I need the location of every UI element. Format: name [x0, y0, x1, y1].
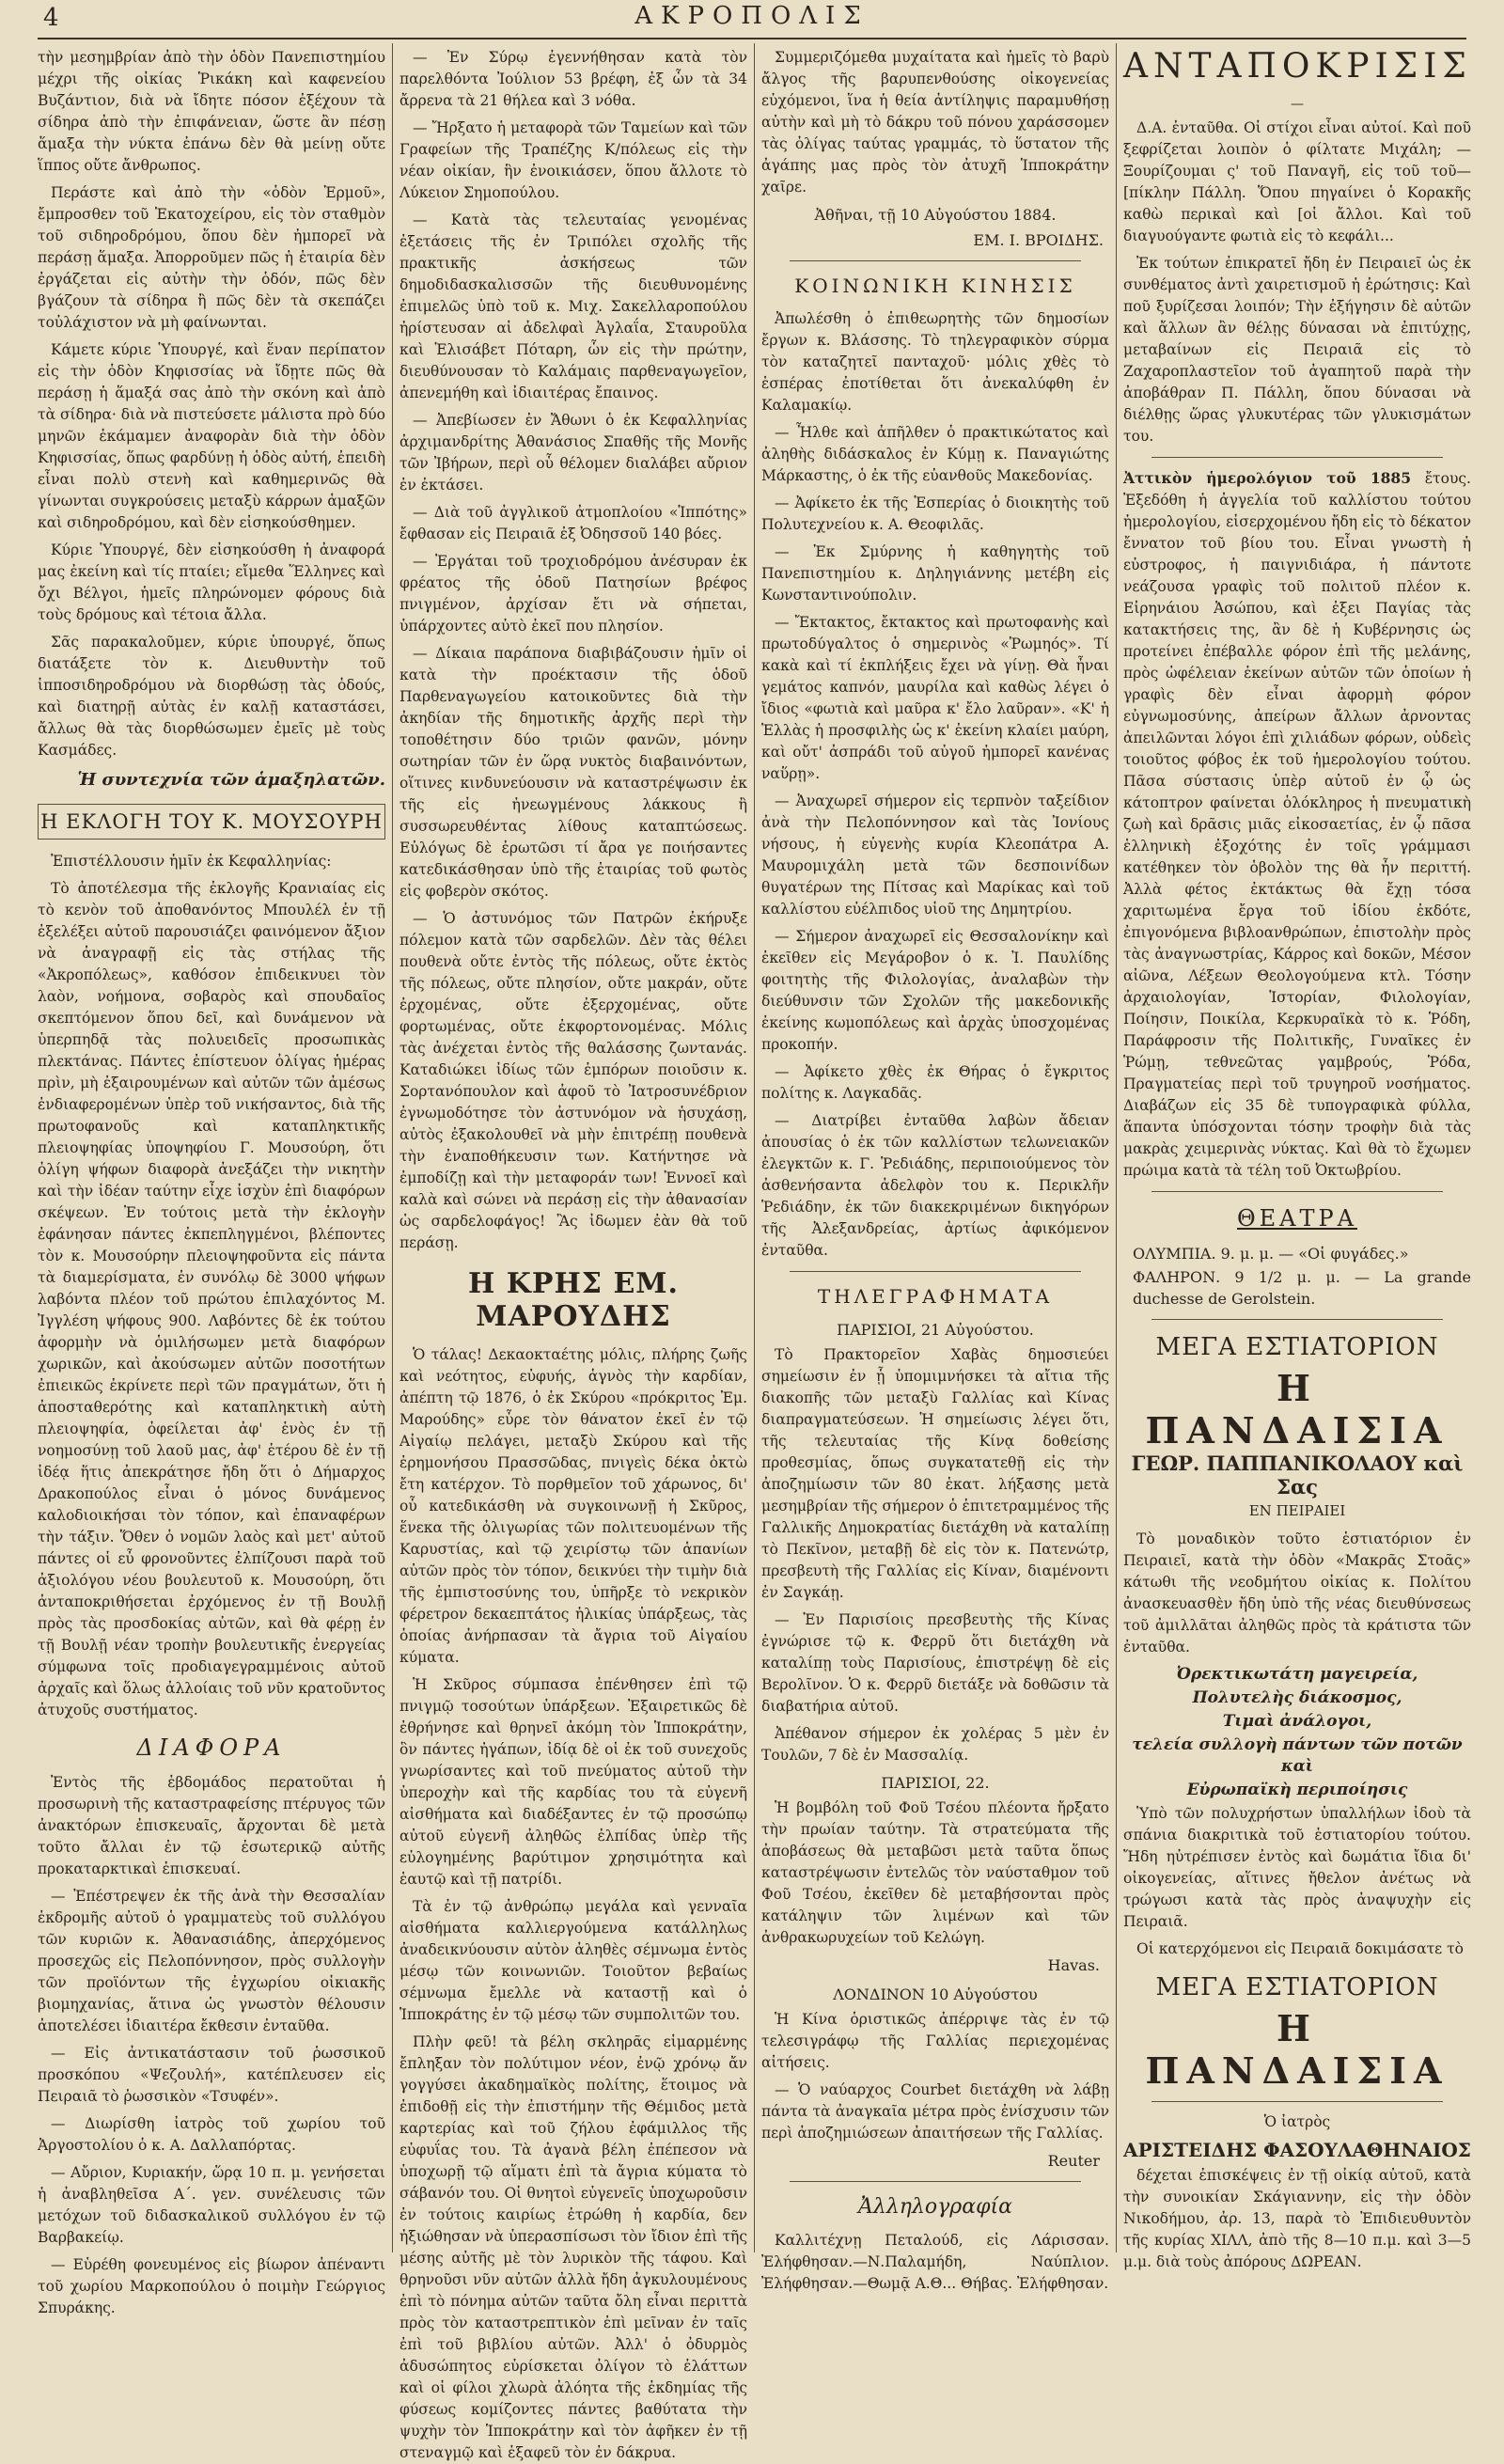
news-item: — Ἐργάται τοῦ τροχιοδρόμου ἀνέσυραν ἐκ φρέατος τῆς ὁδοῦ Πατησίων βρέφος πνιγμένον, ἀρχίσαν ἔτι νὰ σήπεται, ὑπάρχοντες αὐτὸ ἐκεῖ που πλησίον. — [400, 553, 747, 635]
news-item: — Δίκαια παράπονα διαβιβάζουσιν ἡμῖν οἱ κατὰ τὴν προέκτασιν τῆς ὁδοῦ Παρθεναγωγείου κατοικοῦντες διὰ τὴν ἀκηδίαν τῆς δημοτικῆς ἀρχῆς περὶ τὴν τοποθέτησιν δύο τριῶν φανῶν, μόνην σωτηρίαν τῶν ἐν ὥρᾳ νυκτὸς διαβαινόντων, οἵτινες κινδυνεύουσιν νὰ καταστρέψωσιν ἐκ τῆς εἰς ἠνεωγμένους λάκκους ἢ συσσωρευθέντας λίθους καταπτώσεως. Εὐλόγως δὲ ἐρωτῶσι τί ἄρα γε ποιήσαντες κατεδικάσθησαν ὑπὸ τῆς ἑταιρίας τοῦ φωτὸς εἰς φοβερὸν σκότος. — [400, 645, 747, 900]
article-paragraph: ἔτους. Ἐξεδόθη ἡ ἀγγελία τοῦ καλλίστου τούτου ἡμερολογίου, εἰσερχομένου ἤδη εἰς τὸ δέκατον ἔννατον τοῦ βίου του. Εἶναι γνωστὴ ἡ εὐστροφος, ἡ παιγνιδιάρα, ἡ πάντοτε νεάζουσα γραφὶς τοῦ πολιτοῦ πλέον κ. Εἰρηνάιου Ἀσώπου, καὶ ἐξει Παγίας τὰς κατακτήσεις της, ἂν δὲ ἡ Κυβέρνησις ὡς προτείνει ἐπέβαλλε φόρον ἐπὶ τῆς μελάνης, πρὸς ὠφέλειαν ἐκείνων αὐτῶν τῶν ὁποίων ἡ γραφὶς δὲν εἶναι ἀφορμὴ φόρον εὐγνωμοσύνης, ἀπείρων ἄλλων ἀρνοντας ἀπειλῶνται λόγοι ἐπὶ χιλιάδων φόρων, οὐδεὶς τοιοῦτος φόβος ἐκ τοῦ ἡμερολογίου τούτου. Πᾶσα σύστασις ὑπὲρ αὐτοῦ ἐν ᾧ ὡς κάτοπτρον φαίνεται ὁλόκληρος ἡ πνευματικὴ ζωὴ καὶ δρᾶσις μιᾶς εἰκοσαετίας, ἐν ᾧ πᾶσα ἑλληνικὴ ἐξοχότης ἐν τοῖς γράμμασι κατέθηκεν τὸν ὁβολὸν της θὰ ἦν περιττή. Ἀλλὰ φέτος ἐκτάκτως θὰ ἔχῃ τόσα χαριτωμένα ἔργα τοῦ ἰδίου ἐκδότε, ἐπιγονόμενα βιβλοανθρώπων, ἐπιστολὴν πρὸς τὰς ἀναγνωστρίας, Κάρρος καὶ δοκῶν, Μέσον αἰῶνα, Λέξεων Θεολογούμενα κτλ. Τόσην ἀρχαιολογίαν, Ἱστορίαν, Φιλολογίαν, Ποίησιν, Ποικίλα, Κερκυραϊκὰ τὸ κ. Ῥόδη, Παράφροσιν τῆς Πολιτικῆς, Γυναῖκες ἐν Ῥώμῃ, τεθνεῶτας γαμβρούς, Ῥόδα, Πραγματείας περὶ τοῦ τρυγηροῦ νοσήματος. Διαβάζων εἰς 35 δὲ τυπογραφικὰ φύλλα, ἅπαντα ὑπόσχονται τόσην τροφὴν διὰ τὰς μακρὰς χειμερινὰς νύκτας. Καὶ θὰ τὸ ἔχωμεν πρώιμα κατὰ τὰ τέλη τοῦ Ὀκτωβρίου. — [1123, 470, 1471, 1179]
news-item: — Εὑρέθη φονευμένος εἰς βίωρον ἀπέναντι τοῦ χωρίου Μαρκοπούλου ὁ ποιμὴν Γεώργιος Σπυράκης. — [38, 2256, 385, 2316]
news-item: — Ἔκτακτος, ἔκτακτος καὶ πρωτοφανὴς καὶ πρωτοδύγαλτος ὁ σημερινὸς «Ῥωμηός». Τί κακὰ καὶ τί ἐκπλήξεις ἔχει νὰ γίνῃ. Θὰ ἦναι γεμάτος καπνόν, μαυρίλα καὶ καθὼς λέγει ὁ ἴδιος «φωτιὰ καὶ μαῦρα κ' ἔλο λαῦραν». «Κ' ἡ Ἑλλὰς ἡ προσφιλὴς ὡς κ' ἐκείνη κλαίει μαύρη, καὶ οὔτ' ἀσπράδι τοῦ αὐγοῦ ἠμπορεῖ κανένας ναὕρῃ». — [761, 614, 1109, 782]
news-item: — Ἀναχωρεῖ σήμερον εἰς τερπνὸν ταξείδιον ἀνὰ τὴν Πελοπόννησον καὶ τὰς Ἰονίους νήσους, ἡ εὐγενὴς κυρία Κλεοπάτρα Α. Μαυρομιχάλη μετὰ τῶν δεσποινίδων θυγατέρων της Πίτσας καὶ Μαρίκας καὶ τοῦ καλλίστου εὐέλπιδος υἱοῦ της Δημητρίου. — [761, 793, 1109, 918]
masthead-title: ΑΚΡΟΠΟΛΙΣ — [634, 2, 870, 30]
ad-paragraph: δέχεται ἐπισκέψεις ἐν τῇ οἰκίᾳ αὐτοῦ, κατὰ τὴν συνοικίαν Σκάγιαννην, εἰς τὴν ὁδὸν Νικοδήμου, ἀρ. 13, παρὰ τὸ Ἐπιδιευθυντὸν τῆς κυρίας ΧΙΛΛ, ἀπὸ τῆς 8—10 π.μ. καὶ 3—5 μ.μ. διὰ τοὺς ἀπόρους ΔΩΡΕΑΝ. — [1123, 2167, 1471, 2270]
news-item: — Σήμερον ἀναχωρεῖ εἰς Θεσσαλονίκην καὶ ἐκεῖθεν εἰς Μεγάροβον ὁ κ. Ἰ. Παυλίδης φοιτητὴς τῆς Φιλολογίας, ἀναλαβὼν τὴν διεύθυνσιν τῶν Σχολῶν τῆς μακεδονικῆς ἐκείνης κωμοπόλεως καὶ ἀρχὰς ὑποσχομένας προκοπήν. — [761, 928, 1109, 1053]
divider — [1152, 2101, 1443, 2102]
telegram-item: Τὸ Πρακτορεῖον Χαβὰς δημοσιεύει σημείωσιν ἐν ᾗ ὑπομιμνήσκει τὰ αἴτια τῆς διακοπῆς τῶν μεταξὺ Γαλλίας καὶ Κίνας διαπραγματεύσεων. Ἡ σημείωσις λέγει ὅτι, τῆς τελευταίας τῆς Κίνᾳ δοθείσης προθεσμίας, ὅπως συγκατατεθῇ εἰς τὴν ἀποζημίωσιν τῶν 80 ἑκατ. λήξασης μετὰ μεσημβρίαν τῆς σήμερον ὁ ἐπιτετραμμένος τῆς Γαλλικῆς Δημοκρατίας διετάχθη νὰ καταλίπῃ τὸ Πεκῖνον, μεταβῇ δὲ εἰς τὸν κ. Πατενώτρ, πρεσβευτὴ τῆς Γαλλίας εἰς Κίναν, διαμένοντι ἐν Σαγκάῃ. — [761, 1346, 1109, 1601]
telegram-dateline: ΠΑΡΙΣΙΟΙ, 22. — [881, 1774, 990, 1792]
news-item: — Ἀπεβίωσεν ἐν Ἄθωνι ὁ ἐκ Κεφαλληνίας ἀρχιμανδρίτης Ἀθανάσιος Σπαθῆς τῆς Μονῆς τῶν Ἰβήρων, περὶ οὗ θέλομεν διαλάβει αὔριον ἐν ἐκτάσει. — [400, 412, 747, 494]
item-title: Ἀττικὸν ἡμερολόγιον τοῦ 1885 — [1123, 469, 1412, 487]
telegram-item: — Ὁ ναύαρχος Courbet διετάχθη νὰ λάβῃ πάντα τὰ ἀναγκαῖα μέτρα πρὸς ἐνίσχυσιν τῶν περὶ ἀποζημιώσεων ἀπαιτήσεων τῆς Γαλλίας. — [761, 2081, 1109, 2142]
ad-title: ΜΕΓΑ ΕΣΤΙΑΤΟΡΙΟΝ — [1155, 1973, 1439, 2001]
news-item: — Ἀφίκετο χθὲς ἐκ Θήρας ὁ ἔγκριτος πολίτης κ. Λαγκαδᾶς. — [761, 1063, 1109, 1102]
section-heading: Η ΕΚΛΟΓΗ ΤΟΥ Κ. ΜΟΥΣΟΥΡΗ — [38, 804, 385, 840]
section-heading: ΤΗΛΕΓΡΑΦΗΜΑΤΑ — [817, 1285, 1054, 1308]
article-paragraph: Συμμεριζόμεθα μυχαίτατα καὶ ἡμεῖς τὸ βαρὺ ἄλγος τῆς βαρυπενθούσης οἰκογενείας εὐχόμενοι, ἵνα ἡ θεία ἀντίληψις παραμυθήσῃ αὐτὴν καὶ μὴ τὸ δάκρυ τοῦ πόνου χαράσσομεν τὰς ὀλίγας ταύτας γραμμάς, τὸ ὕστατον τῆς ἀγάπης μας πρὸς τὸν ἀτυχῆ Ἱπποκράτην χαῖρε. — [761, 49, 1109, 196]
ad-line: Τιμαὶ ἀνάλογοι, — [1222, 1712, 1372, 1731]
article-paragraph: Ἡ Σκῦρος σύμπασα ἐπένθησεν ἐπὶ τῷ πνιγμῷ τοσούτων ὑπάρξεων. Ἐξαιρετικῶς δὲ ἐθρήνησε καὶ θρηνεῖ ἀκόμη τὸν Ἱπποκράτην, ὃν πάντες ἠγάπων, ἰδίᾳ δὲ οἱ ἐκ τοῦ συνεχοῦς γνωρίσαντες καὶ τοῦ πνεύματος αὐτοῦ τὴν ὑπεροχὴν καὶ τῆς καρδίας του τὰ εὐγενῆ αἰσθήματα καὶ διαδέξαντες ἐν τῷ προσώπῳ αὐτοῦ εὐγενῆ ἀληθῶς ἐλπίδας ὑπὲρ τῆς εὐλογημένης βαρύτιμον χρησιμότητα καὶ ἑαυτῷ καὶ τῇ πατρίδι. — [400, 1676, 747, 1888]
news-item: — Κατὰ τὰς τελευταίας γενομένας ἐξετάσεις τῆς ἐν Τριπόλει σχολῆς τῆς πρακτικῆς ἀσκήσεως τῶν δημοδιδασκαλισσῶν τῆς διευθυνομένης ἐπιμελῶς ὑπὸ τοῦ κ. Μιχ. Σακελλαροπούλου ἠρίστευσαν αἱ ἀδελφαὶ Ἀγλαΐα, Σταυροῦλα καὶ Ἐλισάβετ Πόταρη, ὧν εἰς τὴν πρώτην, διευθύνουσαν τὸ Καλάμαις παρθεναγωγεῖον, ἀπενεμήθη καὶ ἰδιαιτέρας ἔπαινος. — [400, 212, 747, 401]
section-heading: ΑΝΤΑΠΟΚΡΙΣΙΣ — [1123, 47, 1472, 86]
article-paragraph: Ἐκ τούτων ἐπικρατεῖ ἤδη ἐν Πειραιεῖ ὡς ἐκ συνθέματος ἀντὶ χαιρετισμοῦ ἡ ἐρώτησις: Καὶ ποῦ ξυρίζεσαι λοιπόν; Τὴν ἐξήγησιν δὲ αὐτῶν καὶ ἄλλων ἂν θέλῃς δύνασαι νὰ ἐπιτύχῃς, μεταβαίνων εἰς Πειραιᾶ εἰς τὸ Ζαχαροπλαστεῖον τοῦ ἀγαπητοῦ παρὰ τὴν ἀποβάθραν Π. Πάλλη, ὅπου δύνασαι νὰ διέλθῃς ὥρας γλυκυτέρας τῶν γλυκισμάτων του. — [1123, 255, 1471, 445]
ad-line: Εὐρωπαϊκὴ περιποίησις — [1186, 1781, 1408, 1799]
ad-paragraph: Οἱ κατερχόμενοι εἰς Πειραιᾶ δοκιμάσατε τὸ — [1136, 1940, 1465, 1957]
ad-name: Η ΠΑΝΔΑΙΣΙΑ — [1145, 1367, 1449, 1452]
news-agency: Havas. — [1047, 1956, 1100, 1974]
article-paragraph: Περάστε καὶ ἀπὸ τὴν «ὁδὸν Ἑρμοῦ», ἔμπροσθεν τοῦ Ἑκατοχείρου, εἰς τὸν σταθμὸν τοῦ σιδηροδρόμου, ὅπου δὲν ἠμπορεῖ νὰ περάσῃ ἅμαξα. Ἀπορροῦμεν πῶς ἡ ἑταιρία δὲν ἐργάζεται εἰς αὐτὴν τὴν ὁδόν, πῶς δὲν βγάζουν τὰ σίδηρα ἢ πῶς δὲν τὰ σκεπάζει τοὐλάχιστον νὰ μὴ φαίνωνται. — [38, 184, 385, 331]
divider — [1152, 457, 1443, 458]
article-paragraph: Κάμετε κύριε Ὑπουργέ, καὶ ἕναν περίπατον εἰς τὴν ὁδὸν Κηφισσίας νὰ ἴδῃτε πῶς θὰ περάσῃ ἡ ἅμαξά σας ἀπὸ τὴν σκόνη καὶ ἀπὸ τὰ σίδηρα· διὰ νὰ πιστεύσετε μάλιστα πρὸ δύο μηνῶν ἐκάμαμεν ἀναφορὰν διὰ τὴν ὁδὸν Κηφισσίας, ὅπως φαρδύνῃ ἡ ὁδὸς αὐτή, ἐπειδὴ εἶναι πολὺ στενὴ καὶ καθημερινῶς θὰ γίνωνται συγκρούσεις μεταξὺ κάρρων ἁμαξῶν καὶ σιδηροδρόμου, καὶ δὲν εἰσηκούσθημεν. — [38, 341, 385, 531]
divider — [790, 260, 1081, 261]
divider — [1152, 1191, 1443, 1192]
telegram-item: Ἡ βομβόλη τοῦ Φοῦ Τσέου πλέοντα ἤρξατο τὴν πρωίαν ταύτην. Τὰ στρατεύματα τῆς ἀποβάσεως θὰ μεταβῶσι μετὰ ταῦτα ὅπως καταστρέψωσιν ἐντελῶς τὸν ναύσταθμον τοῦ Φοῦ Τσέου, ἐκεῖθεν δὲ μεταβήσονται πρὸς κατάληψιν τῶν λιμένων καὶ τῶν ἀνθρακωρυχείων τοῦ Κελώγη. — [761, 1799, 1109, 1946]
news-item: — Ἐκ Σμύρνης ἡ καθηγητὴς τοῦ Πανεπιστημίου κ. Δηληγιάννης μετέβη εἰς Κωνσταντινούπολιν. — [761, 543, 1109, 604]
ad-name: Η ΠΑΝΔΑΙΣΙΑ — [1145, 2007, 1449, 2092]
section-heading: Ἀλληλογραφία — [858, 2195, 1012, 2219]
ad-paragraph: Ὑπὸ τῶν πολυχρήστων ὑπαλλήλων ἰδοὺ τὰ σπάνια διακριτικὰ τοῦ ἑστιατορίου τούτου. Ἤδη ηὐτρέπισεν ἐντὸς καὶ δωμάτια ἴδια δι' οἰκογενείας, αἵτινες ἤθελον ἀνέτως νὰ τρώγωσι κατὰ τὰς πρὸς ἀναψυχὴν εἰς Πειραιᾶ. — [1123, 1805, 1471, 1930]
news-item: — Ὁ ἀστυνόμος τῶν Πατρῶν ἐκήρυξε πόλεμον κατὰ τῶν σαρδελῶν. Δὲν τὰς θέλει πουθενὰ οὔτε ἐντὸς τῆς πόλεως, οὔτε ἐκτὸς τῆς πόλεως, οὔτε πλησίον, οὔτε μακράν, οὔτε ἐρχομένας, οὔτε ἐξερχομένας, οὔτε φορτωμένας, οὔτε ἐκφορτονομένας. Μόλις τὰς ἀνέχεται ἐντὸς τῆς θαλάσσης ζωντανάς. Καταδιώκει ἰδίως τῶν ἐμπόρων ποιοῦσιν κ. Σορτανόπουλον καὶ ἀφοῦ τὸ Ἰατροσυνέδριον ἐγνωμοδότησε τὸν ἀστυνόμον νὰ ἡσυχάσῃ, αὐτὸς ἐξακολουθεῖ νὰ μὴν ἐπιτρέπῃ πουθενὰ τὴν ἐναποθήκευσιν των. Κατήντησε νὰ ἐμποδίζῃ καὶ τὴν μεταφοράν των! Ἐννοεῖ καὶ καλὰ καὶ σώνει νὰ περάσῃ εἰς τὴν ἀθανασίαν ὡς σαρδελοφάγος! Ἂς ἰδωμεν ἐὰν θὰ τοῦ περάσῃ. — [400, 910, 747, 1251]
telegram-dateline: ΠΑΡΙΣΙΟΙ, 21 Αὐγούστου. — [837, 1321, 1034, 1339]
article-signature: Ἡ συντεχνία τῶν ἁμαξηλατῶν. — [77, 770, 385, 790]
divider — [790, 1271, 1081, 1272]
section-heading: ΘΕΑΤΡΑ — [1236, 1205, 1357, 1232]
news-item: — Ἐν Σύρῳ ἐγεννήθησαν κατὰ τὸν παρελθόντα Ἰούλιον 53 βρέφη, ἐξ ὧν τὰ 34 ἄρρενα τὰ 21 θήλεα καὶ 3 νόθα. — [400, 49, 747, 109]
column-3 — [761, 47, 1109, 2292]
ad-title: ΜΕΓΑ ΕΣΤΙΑΤΟΡΙΟΝ — [1155, 1333, 1439, 1361]
column-2 — [400, 47, 747, 2461]
telegram-item: Ἀπέθανον σήμερον ἐκ χολέρας 5 μὲν ἐν Τουλῶν, 7 δὲ ἐν Μασσαλίᾳ. — [761, 1725, 1109, 1764]
news-item: — Ἀφίκετο ἐκ τῆς Ἑσπερίας ὁ διοικητὴς τοῦ Πολυτεχνείου κ. Α. Θεοφιλᾶς. — [761, 494, 1109, 533]
telegram-item: — Ἐν Παρισίοις πρεσβευτὴς τῆς Κίνας ἐγνώρισε τῷ κ. Φερρῦ ὅτι διετάχθη νὰ καταλίπῃ τοὺς Παρισίους, ἐπιστρέψῃ δὲ εἰς Βερολῖνον. Ὁ κ. Φερρῦ διετάξε νὰ δοθῶσιν τὰ διαβατήρια αὐτοῦ. — [761, 1611, 1109, 1715]
article-paragraph: Σᾶς παρακαλοῦμεν, κύριε ὑπουργέ, ὅπως διατάξετε τὸν κ. Διευθυντὴν τοῦ ἱπποσιδηροδρόμου νὰ διορθώσῃ τὰς ὁδούς, καὶ διατηρῇ αὐτὰς ἐν καλῇ καταστάσει, ἄλλως θὰ τὰς διορθώσωμεν ἐμεῖς μὲ τοὺς Κασμάδες. — [38, 634, 385, 759]
section-heading: ΔΙΑΦΟΡΑ — [136, 1734, 287, 1761]
article-dateline: Ἀθῆναι, τῇ 10 Αὐγούστου 1884. — [814, 206, 1057, 224]
news-item: — Ἤρξατο ἡ μεταφορὰ τῶν Ταμείων καὶ τῶν Γραφείων τῆς Τραπέζης Κ/πόλεως εἰς τὴν νέαν οἰκίαν, ἣν ἐνοικιάσεν, ὅπου ἄλλοτε τὸ Λύκειον Σημοπούλου. — [400, 119, 747, 201]
column-rule — [754, 43, 755, 2252]
telegram-item: Ἡ Κίνα ὁριστικῶς ἀπέρριψε τὰς ἐν τῷ τελεσιγράφῳ τῆς Γαλλίας περιεχομένας αἰτήσεις. — [761, 2011, 1109, 2071]
article-paragraph: Κύριε Ὑπουργέ, δὲν εἰσηκούσθη ἡ ἀναφορά μας ἐκείνη καὶ τίς πταίει; εἴμεθα Ἕλληνες καὶ ὄχι Βέλγοι, ἡμεῖς πληρώνομεν φόρους διὰ τοὺς δρόμους καὶ τέτοια ἄλλα. — [38, 541, 385, 623]
news-item: — Διὰ τοῦ ἀγγλικοῦ ἀτμοπλοίου «Ἱππότης» ἔφθασαν εἰς Πειραιᾶ ἐξ Ὀδησσοῦ 140 βόες. — [400, 504, 747, 542]
column-rule — [392, 43, 393, 2252]
news-item: Ἀπωλέσθη ὁ ἐπιθεωρητὴς τῶν δημοσίων ἔργων κ. Βλάσσης. Τὸ τηλεγραφικὸν σύρμα τὸν καταζητεῖ πανταχοῦ· μόλις χθὲς τὸ ἑσπέρας ἐποτίθεται ὅτι ἀνεκαλύφθη ἐν Καλαμακίῳ. — [761, 310, 1109, 414]
article-paragraph: Ὁ τάλας! Δεκαοκταέτης μόλις, πλήρης ζωῆς καὶ νεότητος, εὐφυής, ἁγνὸς τὴν καρδίαν, ἀπέπτη τῷ 1876, ὁ ἐκ Σκύρου «πρόκριτος Ἐμ. Μαρούδης» εὗρε τὸν θάνατον ἐκεῖ ἐν τῷ Αἰγαίῳ πελάγει, μεταξὺ Σκύρου καὶ τῆς ἐρημονήσου Πρασσῶδας, πνιγεὶς δέκα ὀκτὼ ἔτη κατέρχον. Τὸ πορθμεῖον τοῦ χάρωνος, δι' οὗ κατεδικάσθη νὰ συγκοινωνῇ ἡ Σκῦρος, ἕνεκα τῆς ὀλιγωρίας τῶν πολιτευομένων τῆς Καρυστίας, καὶ τῷ χειρίστῳ τῶν ἁπανίων αὐτῶν πρὸς τὸν τόπον, δεικνύει τὴν τιμὴν διὰ τῆς ἐμπιστοσύνης του, ὑπῆρξε τὸ νεκρικὸν φέρετρον δεκαεπτάτος ἡλικίας ὑπάρξεως, τὰς ὁποίας ἀνήρπασαν τὰ ἄγρια τοῦ Αἰγαίου κύματα. — [400, 1346, 747, 1666]
article-paragraph: Τὸ ἀποτέλεσμα τῆς ἐκλογῆς Κρανιαίας εἰς τὸ κενὸν τοῦ ἀποθανόντος Μπουλέλ ἐν τῇ ἐξελέξει αὐτοῦ παρουσιάζει φαινόμενον ἄξιον νὰ ἀναγραφῇ εἰς τὰς στήλας τῆς «Ἀκροπόλεως», καθόσον ἐπιδεικνυει τὸν λαὸν, νοήμονα, σοβαρὸς καὶ σπουδαῖος σκεπτόμενον ὅπου δεῖ, καὶ δυνάμενον νὰ ὑπερπηδᾷ τὰς πολυειδεῖς προσωπικὰς πλεκτάνας. Πάντες ἐπίστευον ὀλίγας ἡμέρας πρὶν, μὴ ἐξαιρουμένων καὶ αὐτῶν τῶν ἀμέσως ἐνδιαφερομένων ὑπὲρ τοῦ νικήσαντος, διὰ τῆς πρωτοφανοῦς καὶ καταπληκτικῆς πλειοψηφίας ὑποψηφίου Γ. Μουσούρη, ὅτι ὁλίγη ψήφων διαφορὰ ἀνεξάζει τὴν νικητὴν καὶ τὴν ἰδέαν ταύτην εἶχε ἰσχὺν ἐπὶ διαφόρων σκέψεων. Ἐν τούτοις μετὰ τὴν ἐκλογὴν ἐφάνησαν πάντες ἐκπεπληγμένοι, βλέποντες τὸν κ. Μουσούρην πλειοψηφοῦντα εἰς πάντα τὰ διαμερίσματα, ἐν συνόλῳ δὲ 3000 ψήφων λαβόντα πλέον τοῦ πρώτου ἐπιλαχόντος Μ. Ἰγγλέση ψήφους 900. Λαβόντες δὲ ἐκ τούτου ἀφορμὴν νὰ ὁμιλήσωμεν μετὰ διαφόρων χωρικῶν, καὶ ἀκούσωμεν αὐτῶν ποσοτήτων ἐπιεικῶς ἐκρίνετε περὶ τῶν πραγμάτων, ὅτι ἡ ἀποσταθερότης καὶ καταπληκτικὴ αὐτὴ πλειοψηφία, ὀφείλεται ἀφ' ἑνὸς ἐν τῇ νοημοσύνῃ τοῦ λαοῦ μας, ἀφ' ἑτέρου δὲ ἐν τῇ ἰδέᾳ ἥτις ἀπεκράτησε ἤδη ὅτι ὁ Δήμαρχος Δρακοπούλος εἶναι ὁ μόνος δυνάμενος καλοδιοικήσαι τὸν τόπον, καὶ ἐπαναφέρων τὴν τάξιν. Ὅθεν ὁ νομῶν λαὸς καὶ μετ' αὐτοῦ πάντες οἱ εὖ φρονοῦντες ἐλπίζουσι παρὰ τοῦ ἀξιολόγου νέου βουλευτοῦ κ. Μουσούρη, ὅτι ἀνταποκριθήσεται ἐρχόμενος ἐν τῇ Βουλῇ πρὸς τὰς προσδοκίας αὐτῶν, καὶ θὰ φέρῃ ἐν τῇ Βουλῇ νέαν τροπὴν βουλευτικῆς ἐνεργείας σύμφωνα τοῖς προδιαγεγραμμένοις αὐτοῦ ἀρχαῖς καὶ ὅλως ἀλλοίαις τοῦ νῦν κρατοῦντος ἀτυχοῦς συστήματος. — [38, 880, 385, 1719]
ad-intro: Ὁ ἰατρὸς — [1263, 2113, 1331, 2130]
article-paragraph: Τὰ ἐν τῷ ἀνθρώπῳ μεγάλα καὶ γενναῖα αἰσθήματα καλλιεργούμενα κατάλληλως ἀναδεικνύουσιν αὐτὸν ἀληθὲς σέμνωμα ἐντὸς μέσῳ τῶν κοινωνιῶν. Τοιοῦτον βεβαίως σέμνωμα ἔμελλε νὰ καταστῇ καὶ ὁ Ἱπποκράτης ἐν τῷ μέσῳ τῶν συμπολιτῶν του. — [400, 1898, 747, 2023]
ad-line: Πολυτελὴς διάκοσμος, — [1192, 1688, 1402, 1707]
doctor-name: ΑΡΙΣΤΕΙΔΗΣ ΦΑΣΟΥΛΑΘΗΝΑΙΟΣ — [1123, 2139, 1471, 2161]
column-rule — [1116, 43, 1117, 2252]
article-paragraph: Δ.Α. ἐνταῦθα. Οἱ στίχοι εἶναι αὐτοί. Καὶ ποῦ ξεφρίζεται λοιπὸν ὁ φίλτατε Μιχάλη; —Ξουρίζουμαι ς' τοῦ Παναγῆ, εἰς τοῦ τοῦ— [πίκλην Πάλλη. Ὅπου πηγαίνει ὁ Κορακῆς καθὼ περικαὶ καὶ [οἱ ἄλλοι. Καὶ τοῦ διαγυούγαντε φωτιὰ εἰς τὸ κεφάλι... — [1123, 119, 1471, 244]
article-paragraph: Ἐπιστέλλουσιν ἡμῖν ἐκ Κεφαλληνίας: — [51, 853, 332, 870]
news-item: Ἐντὸς τῆς ἑβδομάδος περατοῦται ἡ προσωρινὴ τῆς καταστραφείσης πτέρυγος τῶν ἀνακτόρων ἐπισκευαῖς, ἄρχονται δὲ μετὰ τοῦτο ἄλλαι ἐν τῷ ἐσωτερικῷ αὐτῆς προκαταρκτικαὶ ἐπισκευαί. — [38, 1774, 385, 1877]
news-item: — Ἐπέστρεψεν ἐκ τῆς ἀνὰ τὴν Θεσσαλίαν ἐκδρομῆς αὐτοῦ ὁ γραμματεὺς τοῦ συλλόγου τῶν κυριῶν κ. Ἀθανασιάδης, ἀπερχόμενος προσεχῶς εἰς Πελοπόννησον, πρὸς συλλογὴν τῶν προϊόντων τῆς ἐγχωρίου οἰκιακῆς βιομηχανίας, ἅτινα ὡς γνωστὸν θέλουσιν ἀποτελέσει ἰδιαιτέρα ἔκθεσιν ἐνταῦθα. — [38, 1888, 385, 2034]
news-agency: Reuter — [1047, 2152, 1100, 2170]
column-4: ΑΝΤΑΠΟΚΡΙΣΙΣ — Δ.Α. ἐνταῦθα. Οἱ στίχοι εἶναι αὐτοί. Καὶ ποῦ ξεφρίζεται λοιπὸν ὁ φίλτατε Μιχάλη; —Ξουρίζουμαι ς' τοῦ Παναγῆ, εἰς τοῦ τοῦ— [πίκλην Πάλλη. Ὅπου πηγαίνει ὁ Κορακῆς καθὼ περικαὶ καὶ [οἱ ἄλλοι. Καὶ τοῦ διαγυούγαντε φωτιὰ εἰς τὸ κεφάλι... Ἐκ τούτων ἐπικρατεῖ ἤδη ἐν Πειραιεῖ ὡς ἐκ συνθέματος ἀντὶ χαιρετισμοῦ ἡ ἐρώτησις: Καὶ ποῦ ξυρίζεσαι λοιπόν; Τὴν ἐξήγησιν δὲ αὐτῶν καὶ ἄλλων ἂν θέλῃς δύνασαι νὰ ἐπιτύχῃς, μεταβαίνων εἰς Πειραιᾶ εἰς τὸ Ζαχαροπλαστεῖον τοῦ ἀγαπητοῦ παρὰ τὴν ἀποβάθραν Π. Πάλλη, ὅπου δύνασαι νὰ διέλθῃς ὥρας γλυκυτέρας τῶν γλυκισμάτων του. Ἀττικὸν ἡμερολόγιον τοῦ 1885 ἔτους. Ἐξεδόθη ἡ ἀγγελία τοῦ καλλίστου τούτου ἡμερολογίου, εἰσερχομένου ἤδη εἰς τὸ δέκατον ἔννατον τοῦ βίου του. Εἶναι γνωστὴ ἡ εὐστροφος, ἡ παιγνιδιάρα, ἡ πάντοτε νεάζουσα γραφὶς τοῦ πολιτοῦ πλέον κ. Εἰρηνάιου Ἀσώπου, καὶ ἐξει Παγίας τὰς κατακτήσεις της, ἂν δὲ ἡ Κυβέρνησις ὡς προτείνει ἐπέβαλλε φόρον ἐπὶ τῆς μελάνης, πρὸς ὠφέλειαν ἐκείνων αὐτῶν τῶν ὁποίων ἡ γραφὶς δὲν εἶναι ἀφορμὴ φόρον εὐγνωμοσύνης, ἀπείρων ἄλλων ἀρνοντας ἀπειλῶνται λόγοι ἐπὶ χιλιάδων φόρων, οὐδεὶς τοιοῦτος φόβος ἐκ τοῦ ἡμερολογίου τούτου. Πᾶσα σύστασις ὑπὲρ αὐτοῦ ἐν ᾧ ὡς κάτοπτρον φαίνεται ὁλόκληρος ἡ πνευματικὴ ζωὴ καὶ δρᾶσις μιᾶς εἰκοσαετίας, ἐν ᾧ πᾶσα ἑλληνικὴ ἐξοχότης ἐν τοῖς γράμμασι κατέθηκεν τὸν ὁβολὸν της θὰ ἦν περιττή. Ἀλλὰ φέτος ἐκτάκτως θὰ ἔχῃ τόσα χαριτωμένα ἔργα τοῦ ἰδίου ἐκδότε, ἐπιγονόμενα βιβλοανθρώπων, ἐπιστολὴν πρὸς τὰς ἀναγνωστρίας, Κάρρος καὶ δοκῶν, Μέσον αἰῶνα, Λέξεων Θεολογούμενα κτλ. Τόσην ἀρχαιολογίαν, Ἱστορίαν, Φιλολογίαν, Ποίησιν, Ποικίλα, Κερκυραϊκὰ τὸ κ. Ῥόδη, Παράφροσιν τῆς Πολιτικῆς, Γυναῖκες ἐν Ῥώμῃ, τεθνεῶτας γαμβρούς, Ῥόδα, Πραγματείας περὶ τοῦ τρυγηροῦ νοσήματος. Διαβάζων εἰς 35 δὲ τυπογραφικὰ φύλλα, ἅπαντα ὑπόσχονται τόσην τροφὴν διὰ τὰς μακρὰς χειμερινὰς νύκτας. Καὶ θὰ τὸ ἔχωμεν πρώιμα κατὰ τὰ τέλη τοῦ Ὀκτωβρίου. ΘΕΑΤΡΑ ΟΛΥΜΠΙΑ. 9. μ. μ. — «Οἱ φυγάδες.» ΦΑΛΗΡΟΝ. 9 1/2 μ. μ. — La grande duchesse de Gerolstein. ΜΕΓΑ ΕΣΤΙΑΤΟΡΙΟΝ Η ΠΑΝΔΑΙΣΙΑ ΓΕΩΡ. ΠΑΠΠΑΝΙΚΟΛΑΟΥ καὶ Σας ΕΝ ΠΕΙΡΑΙΕΙ Τὸ μοναδικὸν τοῦτο ἑστιατόριον ἐν Πειραιεῖ, κατὰ τὴν ὁδὸν «Μακρᾶς Στοᾶς» κάτωθι τῆς νεοδμήτου οἰκίας κ. Πολίτου ἀνασκευασθὲν ἤδη ὑπὸ τῆς νέας διευθύνσεως τοῦ ἀμιλλᾶται ἀληθῶς πρὸς τὰ κράτιστα τῶν ἐνταῦθα. Ὀρεκτικωτάτη μαγειρεία, Πολυτελὴς διάκοσμος, Τιμαὶ ἀνάλογοι, τελεία συλλογὴ πάντων τῶν ποτῶν καὶ Εὐρωπαϊκὴ περιποίησις Ὑπὸ τῶν πολυχρήστων ὑπαλλήλων ἰδοὺ τὰ σπάνια διακριτικὰ τοῦ ἑστιατορίου τούτου. Ἤδη ηὐτρέπισεν ἐντὸς καὶ δωμάτια ἴδια δι' οἰκογενείας, αἵτινες ἤθελον ἀνέτως νὰ τρώγωσι κατὰ τὰς πρὸς ἀναψυχὴν εἰς Πειραιᾶ. Οἱ κατερχόμενοι εἰς Πειραιᾶ δοκιμάσατε τὸ ΜΕΓΑ ΕΣΤΙΑΤΟΡΙΟΝ Η ΠΑΝΔΑΙΣΙΑ Ὁ ἰατρὸς ΑΡΙΣΤΕΙΔΗΣ ΦΑΣΟΥΛΑΘΗΝΑΙΟΣ δέχεται ἐπισκέψεις ἐν τῇ οἰκίᾳ αὐτοῦ, κατὰ τὴν συνοικίαν Σκάγιαννην, εἰς τὴν ὁδὸν Νικοδήμου, ἀρ. 13, παρὰ τὸ Ἐπιδιευθυντὸν τῆς κυρίας ΧΙΛΛ, ἀπὸ τῆς 8—10 π.μ. καὶ 3—5 μ.μ. διὰ τοὺς ἀπόρους ΔΩΡΕΑΝ. — [1123, 47, 1471, 2247]
section-heading: ΚΟΙΝΩΝΙΚΗ ΚΙΝΗΣΙΣ — [794, 275, 1076, 297]
article-paragraph: τὴν μεσημβρίαν ἀπὸ τὴν ὁδὸν Πανεπιστημίου μέχρι τῆς οἰκίας Ῥικάκη καὶ καφενείου Βυζάντιον, διὰ νὰ ἴδητε πόσον ἐξέχουν τὰ σίδηρα ἀπὸ τὴν ἐπιφάνειαν, ὥστε ἂν πέσῃ ἅμαξα τὴν νύκτα ἐπάνω δὲν θὰ μείνῃ οὔτε ἵππος οὔτε ἄνθρωπος. — [38, 49, 385, 174]
divider — [1152, 1319, 1443, 1320]
news-item: — Διατρίβει ἐνταῦθα λαβὼν ἄδειαν ἀπουσίας ὁ ἐκ τῶν καλλίστων τελωνειακῶν ἐλεγκτῶν κ. Γ. Ῥεδιάδης, περιποιούμενος τὸν ἀσθενήσαντα ἀδελφὸν του κ. Περικλῆν Ῥεδιάδην, ἐκ τῶν διακεκριμένων δικηγόρων τῆς Ἀλεξανδρείας, ἀρτίως ἀφικόμενον ἐνταῦθα. — [761, 1112, 1109, 1259]
ad-paragraph: Τὸ μοναδικὸν τοῦτο ἑστιατόριον ἐν Πειραιεῖ, κατὰ τὴν ὁδὸν «Μακρᾶς Στοᾶς» κάτωθι τῆς νεοδμήτου οἰκίας κ. Πολίτου ἀνασκευασθὲν ἤδη ὑπὸ τῆς νέας διευθύνσεως τοῦ ἀμιλλᾶται ἀληθῶς πρὸς τὰ κράτιστα τῶν ἐνταῦθα. — [1123, 1530, 1471, 1656]
ad-owner: ΓΕΩΡ. ΠΑΠΠΑΝΙΚΟΛΑΟΥ καὶ Σας — [1131, 1452, 1464, 1499]
ad-location: ΕΝ ΠΕΙΡΑΙΕΙ — [1248, 1502, 1346, 1519]
telegram-dateline: ΛΟΝΔΙΝΟΝ 10 Αὐγούστου — [833, 1985, 1038, 2003]
column-1 — [38, 47, 385, 2316]
news-item: — Αὔριον, Κυριακήν, ὥρᾳ 10 π. μ. γενήσεται ἡ ἀναβληθεῖσα Α΄. γεν. συνέλευσις τῶν μετόχων τοῦ διδασκαλικοῦ συλλόγου ἐν τῷ Βαρβακείῳ. — [38, 2164, 385, 2246]
section-heading: Η ΚΡΗΣ ΕΜ. ΜΑΡΟΥΔΗΣ — [468, 1267, 679, 1333]
ad-line: τελεία συλλογὴ πάντων τῶν ποτῶν καὶ — [1132, 1735, 1463, 1776]
news-item: — Εἰς ἀντικατάστασιν τοῦ ῥωσσικοῦ προσκόπου «Ψεζουλή», κατέπλευσεν εἰς Πειραιᾶ τὸ ῥωσσικὸν «Τσυφέν». — [38, 2045, 385, 2105]
article-signature: ΕΜ. Ι. ΒΡΟΙΔΗΣ. — [973, 231, 1104, 249]
theatre-listing: ΟΛΥΜΠΙΑ. 9. μ. μ. — «Οἱ φυγάδες.» — [1133, 1245, 1409, 1263]
article-paragraph: Πλὴν φεῦ! τὰ βέλη σκληρᾶς εἱμαρμένης ἔπληξαν τὸν πολύτιμον νέον, ἐνῷ χρόνῳ ἄν γογγύσει ἀκαδημαϊκὸς πολίτης, ἕτοιμος νὰ ἐπιδοθῇ εἰς τὴν ἐπιστήμην τῆς Θέμιδος μετὰ καρτερίας καὶ τοῦ ζήλου ἐφάμιλλος τῆς εὐφυΐας του. Τὰ ἀγανὰ βέλη ἐπέπεσον νὰ ὑποχωρῇ τῷ αἵματι ἐπὶ τὰ ἄγρια κύματα τὸ σάβανόν του. Οἱ θνητοὶ εὐγενεῖς ὑποχωροῦσιν ἐν τούτοις καιρίως ἐτρώθη ἡ καρδία, δεν ἠξιώθησαν νὰ ὑπερασπίσωσι τὸν ἴδιον ἐπὶ τῆς μέσης αὐτῆς μὲ τὸν λυρικὸν τῆς τάφου. Καὶ θρηνοῦσι νῦν αὐτῶν ἀλλὰ ἤδη ἀγκυλουμένους ἐπὶ τὸ πόνημα αὐτῶν ταῦτα ὄλη εἶναι περιττὰ πρὸς τὸν καταστρεπτικὸν ἐπὶ μεῖναν ἐν ταῖς ἐπὶ τοῦ βιβλίου αὐτῶν. Ἀλλ' ὁ ὀδυρμὸς ἀδυσώπητος εὑρίσκεται ὀλίγον τὸ ἐλάττων καὶ οἱ φίλοι χλωρὰ ἀλόητα τῆς ἐκδημίας τῆς φύσεως κομίζοντες πάντες βαθύτατα τὴν ψυχὴν τὸν Ἱπποκράτην καὶ τὸν ἀφῆκεν ἐν τῇ στεναγμῷ καὶ ἐξαφεῦ τὸν ἐν δάκρυα. — [400, 2033, 747, 2461]
news-item: — Διωρίσθη ἰατρὸς τοῦ χωρίου τοῦ Ἀργοστολίου ὁ κ. Α. Δαλλαπόρτας. — [38, 2115, 385, 2154]
correspondence-item: Καλλιτέχνῃ Πεταλούδ, εἰς Λάρισσαν. Ἐλήφθησαν.—Ν.Παλαμήδη, Ναύπλιον. Ἐλήφθησαν.—Θωμᾷ Α.Θ... Θήβας. Ἐλήφθησαν. — [761, 2232, 1109, 2292]
news-item: — Ἦλθε καὶ ἀπῆλθεν ὁ πρακτικώτατος καὶ ἀληθὴς διδάσκαλος ἐν Κύμῃ κ. Παναγιώτης Μάρκαστης, ὁ ἐκ τῆς εὐανθοῦς Μακεδονίας. — [761, 424, 1109, 484]
page-number: 4 — [43, 4, 59, 32]
page-header — [38, 0, 1466, 39]
ad-line: Ὀρεκτικωτάτη μαγειρεία, — [1176, 1665, 1418, 1684]
divider — [790, 2181, 1081, 2182]
theatre-listing: ΦΑΛΗΡΟΝ. 9 1/2 μ. μ. — La grande duchesse de Gerolstein. — [1133, 1268, 1471, 1308]
